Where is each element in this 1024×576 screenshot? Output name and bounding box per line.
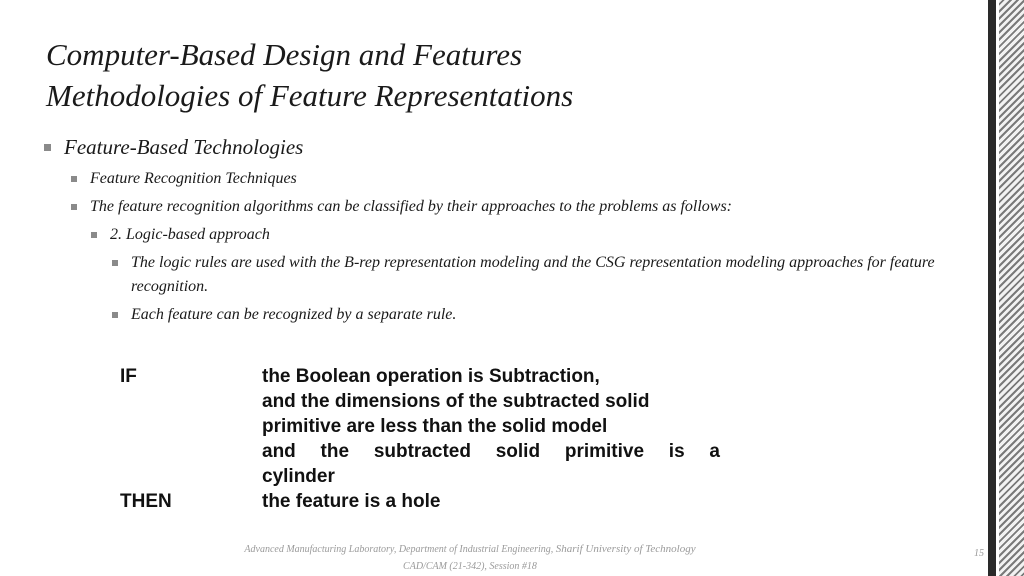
bullet-level-2 <box>71 195 964 219</box>
slide-title <box>46 34 573 116</box>
rule-then-body <box>262 489 720 514</box>
rule-if-label: IF <box>120 366 137 387</box>
square-bullet-icon <box>71 204 77 210</box>
square-bullet-icon <box>112 260 118 266</box>
bullet-list <box>44 133 964 331</box>
bullet-text: Each feature can be recognized by a separate rule. <box>131 306 457 323</box>
rule-if-line: the Boolean operation is Subtraction, <box>262 366 600 387</box>
rule-if-line: cylinder <box>262 466 335 487</box>
decorative-edge-highlight <box>996 0 999 576</box>
bullet-text: The feature recognition algorithms can be classified by their approaches to the problems as follows: <box>90 198 733 215</box>
bullet-text: Feature-Based Technologies <box>64 135 304 159</box>
square-bullet-icon <box>71 176 77 182</box>
square-bullet-icon <box>91 232 97 238</box>
slide-title-line-2: Methodologies of Feature Representations <box>46 78 574 113</box>
rule-then-text: the feature is a hole <box>262 491 441 512</box>
slide-footer <box>180 541 760 575</box>
footer-line-2: CAD/CAM (21-342), Session #18 <box>403 561 537 572</box>
square-bullet-icon <box>44 144 51 151</box>
slide-title-line-1: Computer-Based Design and Features <box>46 37 523 72</box>
logic-rule-figure <box>120 364 720 514</box>
page-number: 15 <box>974 548 984 559</box>
rule-if-line: and the dimensions of the subtracted solid <box>262 391 650 412</box>
footer-university-text: Sharif University of Technology <box>555 543 696 555</box>
footer-lab-text: Advanced Manufacturing Laboratory, Department of Industrial Engineering, <box>244 544 554 555</box>
rule-then-label: THEN <box>120 491 172 512</box>
bullet-level-2 <box>71 167 964 191</box>
bullet-level-4 <box>112 251 964 299</box>
rule-if-body <box>262 364 720 489</box>
bullet-level-3 <box>91 223 964 247</box>
square-bullet-icon <box>112 312 118 318</box>
rule-if-line: primitive are less than the solid model <box>262 416 608 437</box>
bullet-text: 2. Logic-based approach <box>110 226 270 243</box>
footer-line-1 <box>180 541 760 558</box>
bullet-text: Feature Recognition Techniques <box>90 170 297 187</box>
rule-if-line: and the subtracted solid primitive is a <box>262 441 720 462</box>
decorative-edge-line <box>988 0 996 576</box>
bullet-level-1 <box>44 133 964 161</box>
rule-if-row <box>120 364 720 489</box>
bullet-level-4 <box>112 303 964 327</box>
rule-then-row <box>120 489 720 514</box>
bullet-text: The logic rules are used with the B-rep representation modeling and the CSG representation modeling approaches for feature recognition. <box>131 254 935 295</box>
